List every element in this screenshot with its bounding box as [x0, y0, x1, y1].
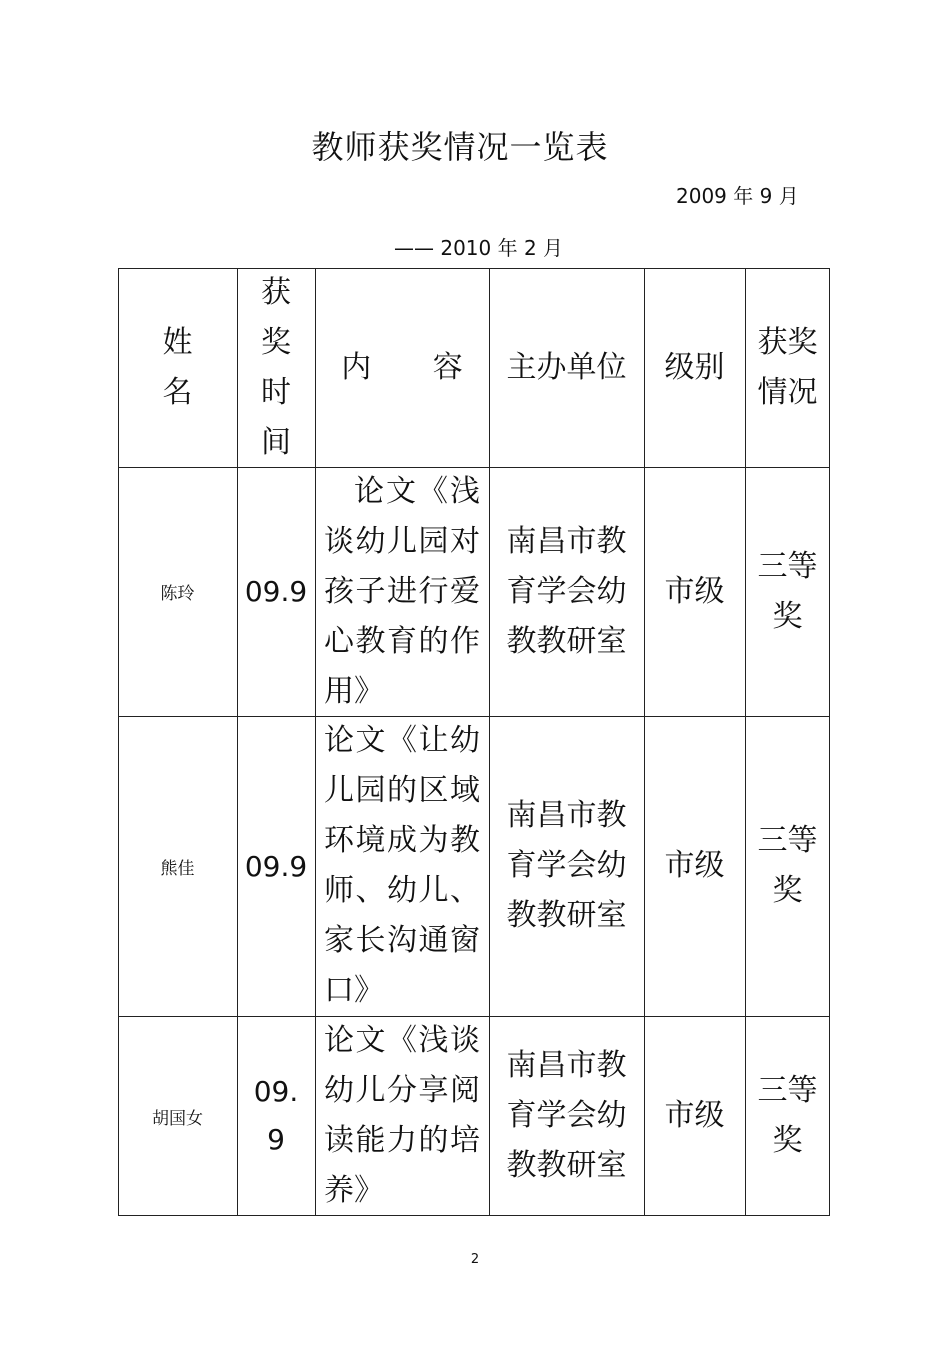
row2-sponsor: 南昌市教育学会幼教教研室 — [506, 798, 627, 933]
row1-name: 陈玲 — [160, 584, 195, 604]
date-start: 2009 年 9 月 — [676, 184, 799, 208]
header-name: 姓 名 — [162, 324, 219, 410]
row3-time: 09.9 — [253, 1075, 299, 1156]
row1-result: 三等奖 — [757, 548, 818, 634]
row3-content: 论文《浅谈幼儿分享阅读能力的培养》 — [324, 1023, 480, 1208]
row3-sponsor: 南昌市教育学会幼教教研室 — [506, 1048, 627, 1183]
row2-name: 熊佳 — [160, 858, 195, 879]
header-content: 内 容 — [341, 349, 489, 385]
row3-level: 市级 — [664, 1098, 725, 1133]
row2-content: 论文《让幼儿园的区域环境成为教师、幼儿、家长沟通窗口》 — [324, 723, 480, 1008]
row1-sponsor: 南昌市教育学会幼教教研室 — [506, 523, 627, 659]
row2-time: 09.9 — [244, 849, 308, 883]
page-number: 2 — [470, 1252, 480, 1267]
row3-result: 三等奖 — [757, 1073, 818, 1158]
header-time: 获奖时间 — [261, 274, 291, 460]
row3-name: 胡国女 — [152, 1108, 203, 1129]
row1-content: 论文《浅谈幼儿园对孩子进行爱心教育的作用》 — [324, 473, 480, 709]
header-result: 获奖情况 — [757, 324, 818, 410]
header-level: 级别 — [664, 349, 725, 385]
row1-level: 市级 — [664, 573, 725, 609]
date-end: —— 2010 年 2 月 — [394, 236, 564, 260]
row2-level: 市级 — [664, 848, 725, 883]
header-sponsor: 主办单位 — [506, 349, 627, 385]
page-title: 教师获奖情况一览表 — [311, 128, 609, 166]
row2-result: 三等奖 — [757, 823, 818, 908]
row1-time: 09.9 — [244, 575, 308, 608]
